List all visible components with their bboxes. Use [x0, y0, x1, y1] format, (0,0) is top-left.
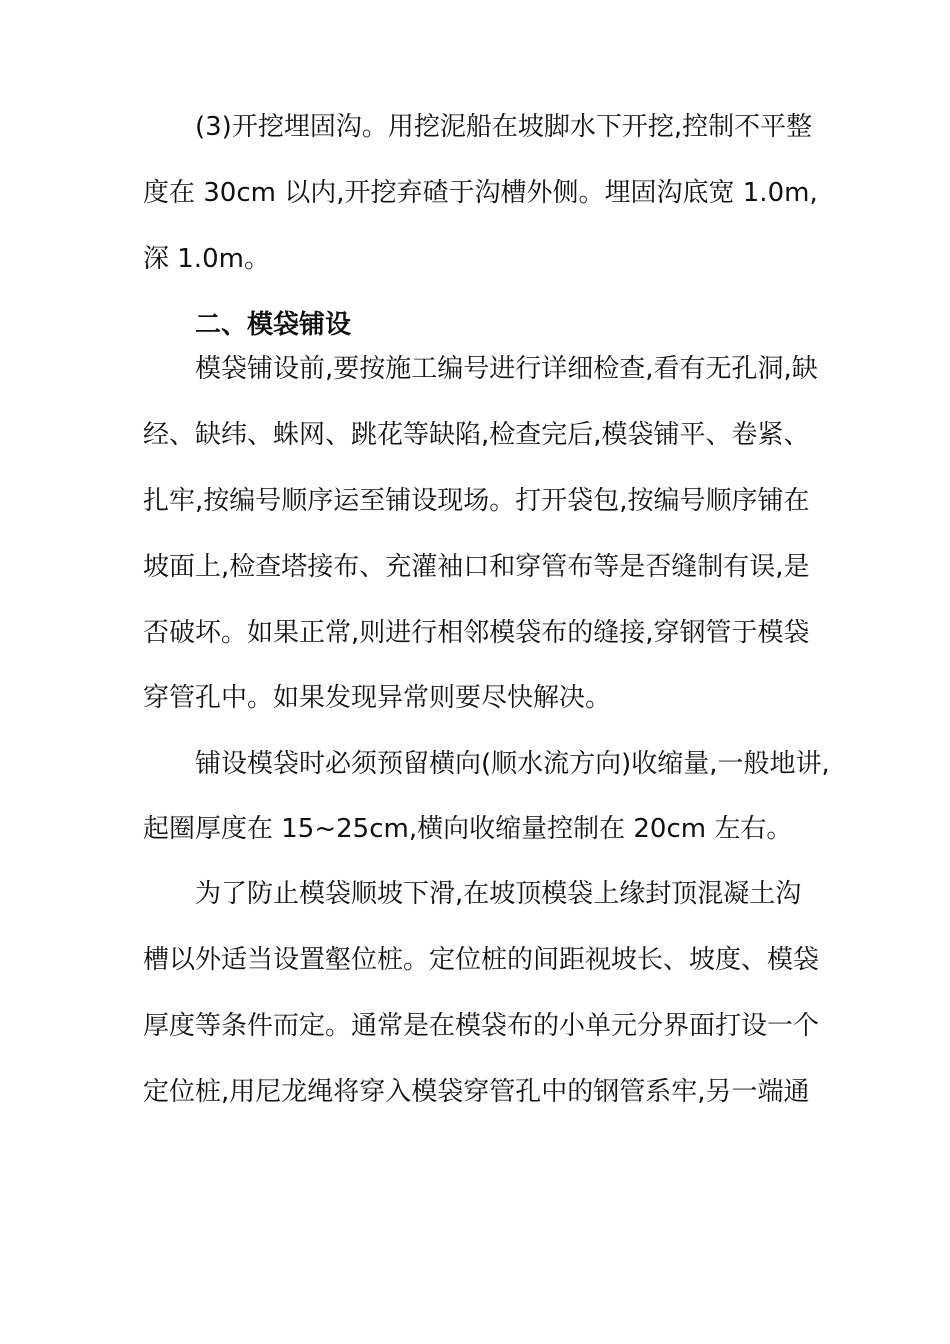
paragraph-4-line-1: 为了防止模袋顺坡下滑,在坡顶模袋上缘封顶混凝土沟: [195, 879, 802, 909]
paragraph-2-line-1: 模袋铺设前,要按施工编号进行详细检查,看有无孔洞,缺: [195, 354, 818, 384]
paragraph-2-line-6: 穿管孔中。如果发现异常则要尽快解决。: [143, 683, 612, 713]
paragraph-3-line-1: 铺设模袋时必须预留横向(顺水流方向)收缩量,一般地讲,: [195, 749, 830, 779]
paragraph-1-line-2: 度在 30cm 以内,开挖弃碴于沟槽外侧。埋固沟底宽 1.0m,: [143, 178, 818, 208]
paragraph-1-line-1: (3)开挖埋固沟。用挖泥船在坡脚水下开挖,控制不平整: [195, 112, 813, 142]
paragraph-4-line-4: 定位桩,用尼龙绳将穿入模袋穿管孔中的钢管系牢,另一端通: [143, 1077, 810, 1107]
section-heading: 二、模袋铺设: [195, 310, 352, 340]
paragraph-1-line-3: 深 1.0m。: [143, 244, 270, 274]
paragraph-4-line-3: 厚度等条件而定。通常是在模袋布的小单元分界面打设一个: [143, 1011, 820, 1041]
paragraph-2-line-2: 经、缺纬、蛛网、跳花等缺陷,检查完后,模袋铺平、卷紧、: [143, 420, 810, 450]
paragraph-4-line-2: 槽以外适当设置壑位桩。定位桩的间距视坡长、坡度、模袋: [143, 945, 820, 975]
paragraph-2-line-5: 否破坏。如果正常,则进行相邻模袋布的缝接,穿钢管于模袋: [143, 618, 810, 648]
paragraph-2-line-3: 扎牢,按编号顺序运至铺设现场。打开袋包,按编号顺序铺在: [143, 486, 810, 516]
paragraph-3-line-2: 起圈厚度在 15~25cm,横向收缩量控制在 20cm 左右。: [143, 814, 793, 844]
paragraph-2-line-4: 坡面上,检查塔接布、充灌袖口和穿管布等是否缝制有误,是: [143, 552, 810, 582]
